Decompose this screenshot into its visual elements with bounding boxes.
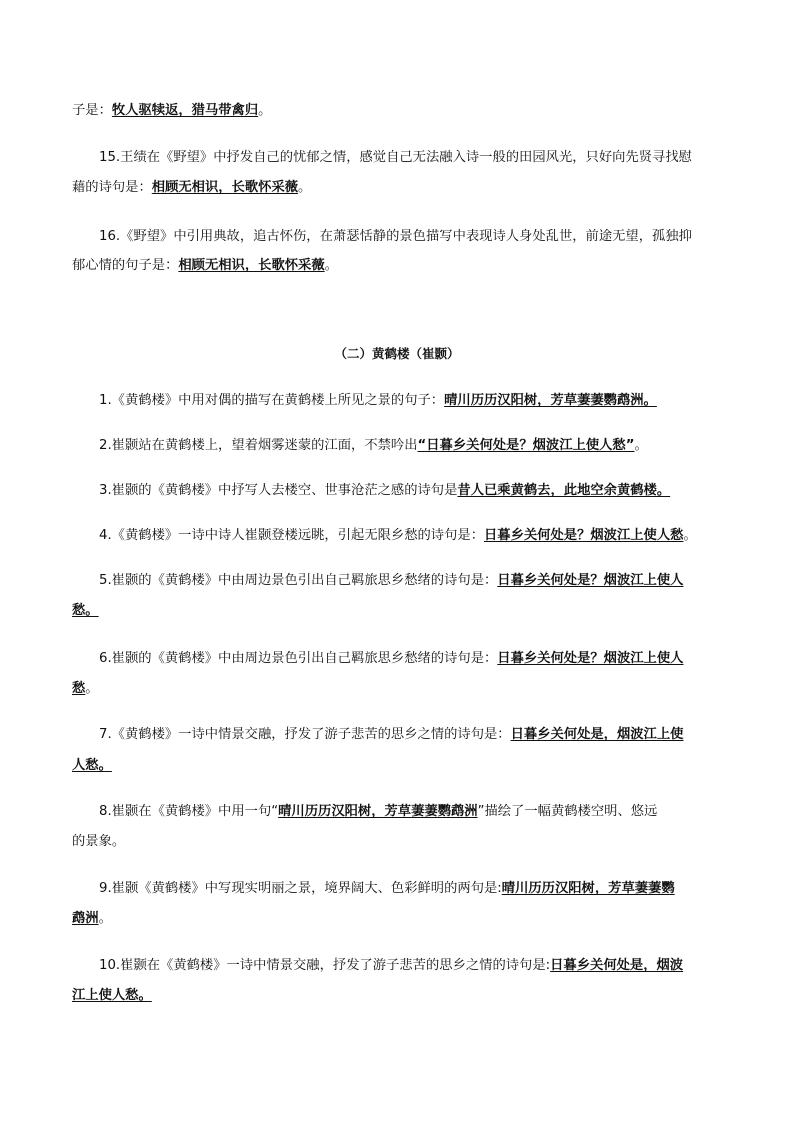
item-2 bbox=[99, 436, 724, 456]
answer-text: 晴川历历汉阳树，芳草萋萋鹦鹉洲。 bbox=[444, 393, 657, 408]
line-text: 。 bbox=[324, 258, 338, 273]
question-text: 1.《黄鹤楼》中用对偶的描写在黄鹤楼上所见之景的句子： bbox=[99, 393, 445, 408]
question-15 bbox=[99, 148, 724, 168]
item-9 bbox=[99, 879, 724, 899]
question-text: 3.崔颢的《黄鹤楼》中抒写人去楼空、世事沧茫之感的诗句是 bbox=[99, 483, 458, 498]
question-16 bbox=[99, 227, 724, 247]
question-text: 10.崔颢在《黄鹤楼》一诗中情景交融，抒发了游子悲苦的思乡之情的诗句是: bbox=[99, 958, 551, 973]
item-6 bbox=[99, 649, 724, 669]
question-text: 藉的诗句是： bbox=[72, 180, 152, 195]
question-text: 5.崔颢的《黄鹤楼》中由周边景色引出自己羁旅思乡愁绪的诗句是： bbox=[99, 573, 498, 588]
item-5-cont bbox=[72, 601, 724, 621]
answer-text: 昔人已乘黄鹤去，此地空余黄鹤楼。 bbox=[457, 483, 671, 498]
line-text: 子是： bbox=[72, 103, 112, 118]
item-9-cont bbox=[72, 909, 724, 929]
answer-text: 愁 bbox=[72, 681, 86, 696]
line-text: 。 bbox=[298, 180, 312, 195]
item-7-cont bbox=[72, 756, 724, 776]
item-5 bbox=[99, 571, 724, 591]
answer-text: 鹉洲 bbox=[72, 911, 99, 926]
item-8-cont bbox=[72, 832, 724, 852]
item-1 bbox=[99, 391, 724, 411]
answer-text: 日暮乡关何处是？烟波江上使人愁 bbox=[484, 528, 684, 543]
question-text: 6.崔颢的《黄鹤楼》中由周边景色引出自己羁旅思乡愁绪的诗句是： bbox=[99, 651, 498, 666]
line-text: 。 bbox=[683, 528, 697, 543]
question-text: 16.《野望》中引用典故，追古怀伤，在萧瑟恬静的景色描写中表现诗人身处乱世，前途无望，孤独抑 bbox=[99, 229, 692, 244]
line-text: 。 bbox=[258, 103, 272, 118]
answer-text: 晴川历历汉阳树，芳草萋萋鹦 bbox=[501, 881, 675, 896]
answer-text: 愁。 bbox=[72, 603, 99, 618]
answer-text: 日暮乡关何处是？烟波江上使人 bbox=[497, 573, 684, 588]
question-text: 9.崔颢《黄鹤楼》中写现实明丽之景，境界阔大、色彩鲜明的两句是: bbox=[99, 881, 502, 896]
question-text: 郁心情的句子是： bbox=[72, 258, 179, 273]
answer-line bbox=[72, 101, 724, 121]
question-15-cont bbox=[72, 178, 724, 198]
line-text: 。 bbox=[98, 911, 112, 926]
question-text: 2.崔颢站在黄鹤楼上，望着烟雾迷蒙的江面，不禁吟出 bbox=[99, 438, 418, 453]
question-text: 的景象。 bbox=[72, 834, 126, 849]
question-text: 4.《黄鹤楼》一诗中诗人崔颢登楼远眺，引起无限乡愁的诗句是： bbox=[99, 528, 484, 543]
answer-text: 日暮乡关何处是？烟波江上使人 bbox=[497, 651, 684, 666]
line-text: 。 bbox=[85, 681, 99, 696]
item-8 bbox=[99, 802, 724, 822]
line-text: 。 bbox=[634, 438, 648, 453]
answer-text: 牧人驱犊返，猎马带禽归 bbox=[111, 103, 259, 118]
section-title: （二）黄鹤楼（崔颢） bbox=[334, 346, 460, 361]
answer-text: 相顾无相识，长歌怀采薇 bbox=[151, 180, 299, 195]
item-10 bbox=[99, 956, 724, 976]
question-text: 15.王绩在《野望》中抒发自己的忧郁之情，感觉自己无法融入诗一般的田园风光，只好向先贤寻找慰 bbox=[99, 150, 692, 165]
line-text: ”描绘了一幅黄鹤楼空明、悠远 bbox=[477, 804, 658, 819]
answer-text: 江上使人愁。 bbox=[72, 988, 152, 1003]
answer-text: 人愁。 bbox=[72, 758, 112, 773]
question-text: 8.崔颢在《黄鹤楼》中用一句“ bbox=[99, 804, 279, 819]
answer-text: 晴川历历汉阳树，芳草萋萋鹦鹉洲 bbox=[278, 804, 478, 819]
question-16-cont bbox=[72, 256, 724, 276]
item-4 bbox=[99, 526, 724, 546]
answer-text: 日暮乡关何处是，烟波 bbox=[550, 958, 684, 973]
item-6-cont bbox=[72, 679, 724, 699]
answer-text: 日暮乡关何处是，烟波江上使 bbox=[510, 727, 684, 742]
answer-text: 相顾无相识，长歌怀采薇 bbox=[178, 258, 325, 273]
item-7 bbox=[99, 725, 724, 745]
answer-text: “日暮乡关何处是？烟波江上使人愁” bbox=[417, 438, 635, 453]
question-text: 7.《黄鹤楼》一诗中情景交融，抒发了游子悲苦的思乡之情的诗句是： bbox=[99, 727, 511, 742]
item-10-cont bbox=[72, 986, 724, 1006]
item-3 bbox=[99, 481, 724, 501]
